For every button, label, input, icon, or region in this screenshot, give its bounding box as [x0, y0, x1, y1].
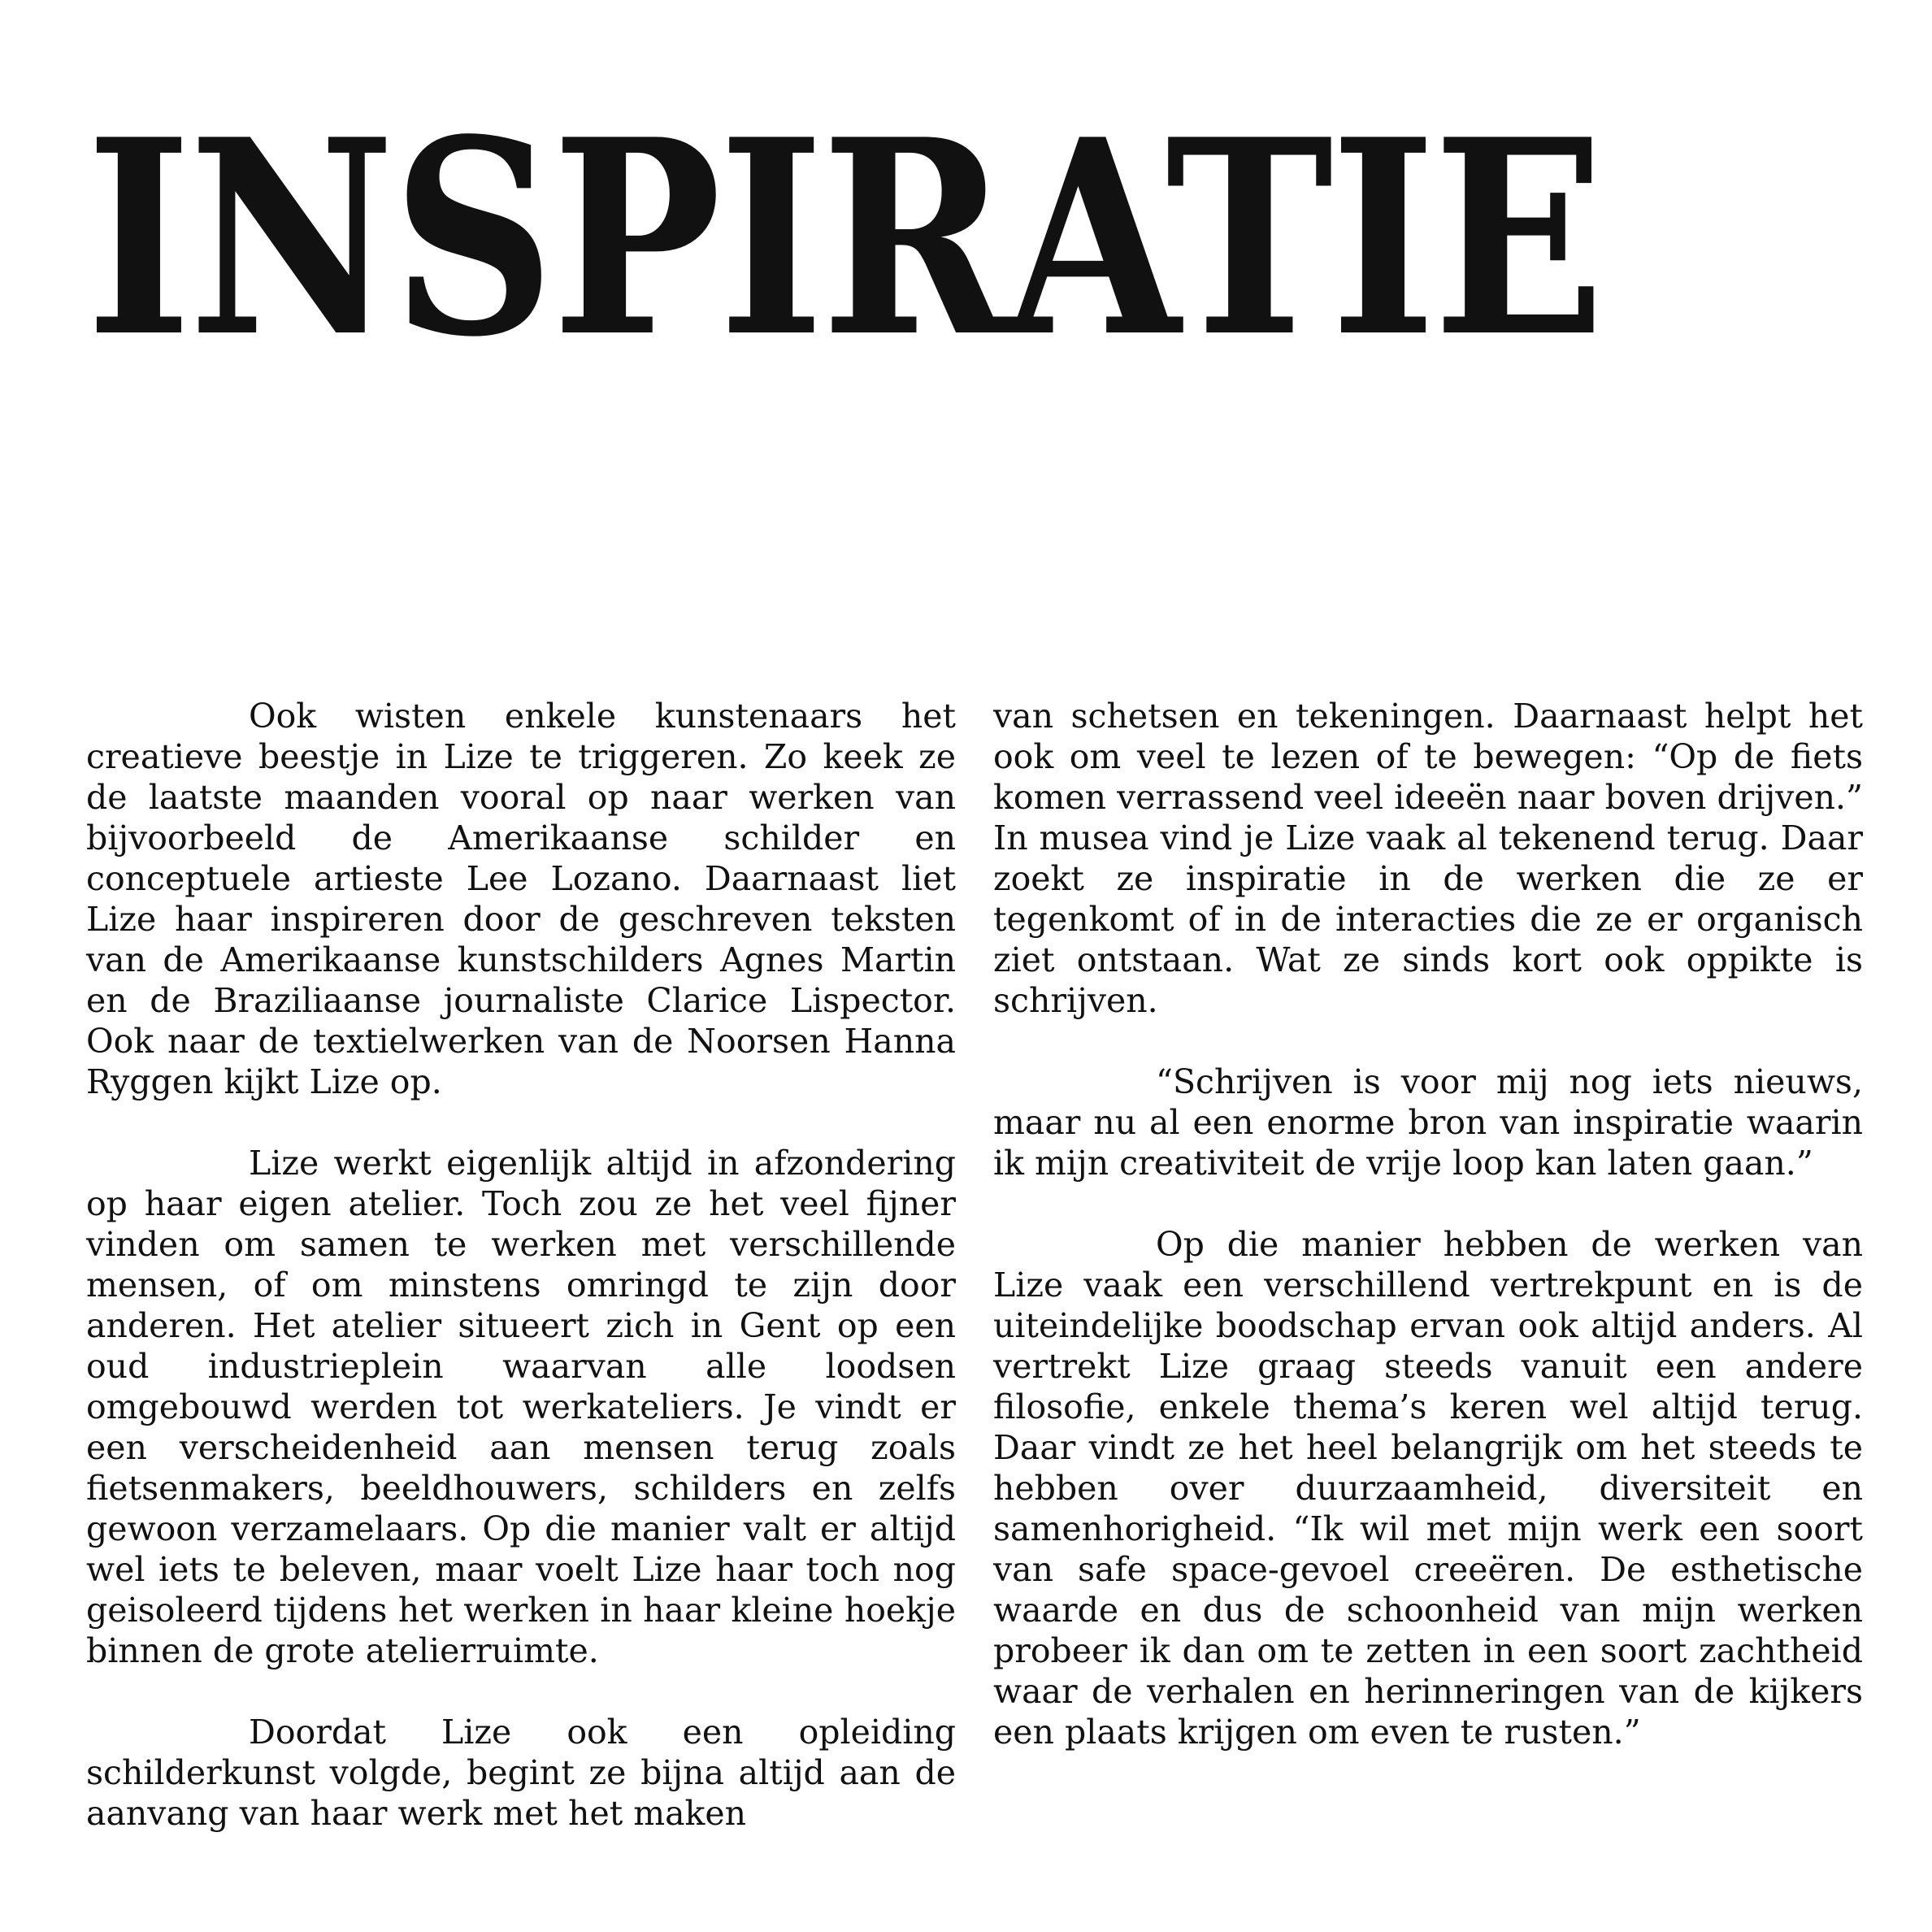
- paragraph: Op die manier hebben de werken van Lize vaak een verschillend vertrekpunt en is de uiteindelijke boodschap ervan ook altijd anders. Al vertrekt Lize graag steeds vanuit een andere filosofie, enkele thema’s keren wel altijd terug. Daar vindt ze het heel belangrijk om het steeds te hebben over duurzaamheid, diversiteit en samenhorigheid. “Ik wil met mijn werk een soort van safe space-gevoel creeëren. De esthetische waarde en dus de schoonheid van mijn werken probeer ik dan om te zetten in een soort zachtheid waar de verhalen en herinneringen van de kijkers een plaats krijgen om even te rusten.”: [993, 1225, 1863, 1752]
- paragraph: Lize werkt eigenlijk altijd in afzondering op haar eigen atelier. Toch zou ze het veel fijner vinden om samen te werken met verschillende mensen, of om minstens omringd te zijn door anderen. Het atelier situeert zich in Gent op een oud industrieplein waarvan alle loodsen omgebouwd werden tot werkateliers. Je vindt er een verscheidenheid aan mensen terug zoals fietsenmakers, beeldhouwers, schilders en zelfs gewoon verzamelaars. Op die manier valt er altijd wel iets te beleven, maar voelt Lize haar toch nog geisoleerd tijdens het werken in haar kleine hoekje binnen de grote atelierruimte.: [86, 1144, 956, 1670]
- text-column-right: [993, 696, 1863, 1793]
- quote-paragraph: “Schrijven is voor mij nog iets nieuws, maar nu al een enorme bron van inspiratie waarin ik mijn creativiteit de vrije loop kan laten gaan.”: [993, 1062, 1863, 1183]
- text-column-left: [86, 696, 956, 1874]
- page-title: INSPIRATIE: [86, 80, 1603, 396]
- paragraph-continuation: van schetsen en tekeningen. Daarnaast helpt het ook om veel te lezen of te bewegen: “Op de fiets komen verrassend veel ideeën naar boven drijven.” In musea vind je Lize vaak al tekenend terug. Daar zoekt ze inspiratie in de werken die ze er tegenkomt of in de interacties die ze er organisch ziet ontstaan. Wat ze sinds kort ook oppikte is schrijven.: [993, 697, 1863, 1020]
- paragraph: Ook wisten enkele kunstenaars het creatieve beestje in Lize te triggeren. Zo keek ze de laatste maanden vooral op naar werken van bijvoorbeeld de Amerikaanse schilder en conceptuele artieste Lee Lozano. Daarnaast liet Lize haar inspireren door de geschreven teksten van de Amerikaanse kunstschilders Agnes Martin en de Braziliaanse journaliste Clarice Lispector. Ook naar de textielwerken van de Noorsen Hanna Ryggen kijkt Lize op.: [86, 697, 956, 1101]
- paragraph: Doordat Lize ook een opleiding schilderkunst volgde, begint ze bijna altijd aan de aanvang van haar werk met het maken: [86, 1713, 956, 1833]
